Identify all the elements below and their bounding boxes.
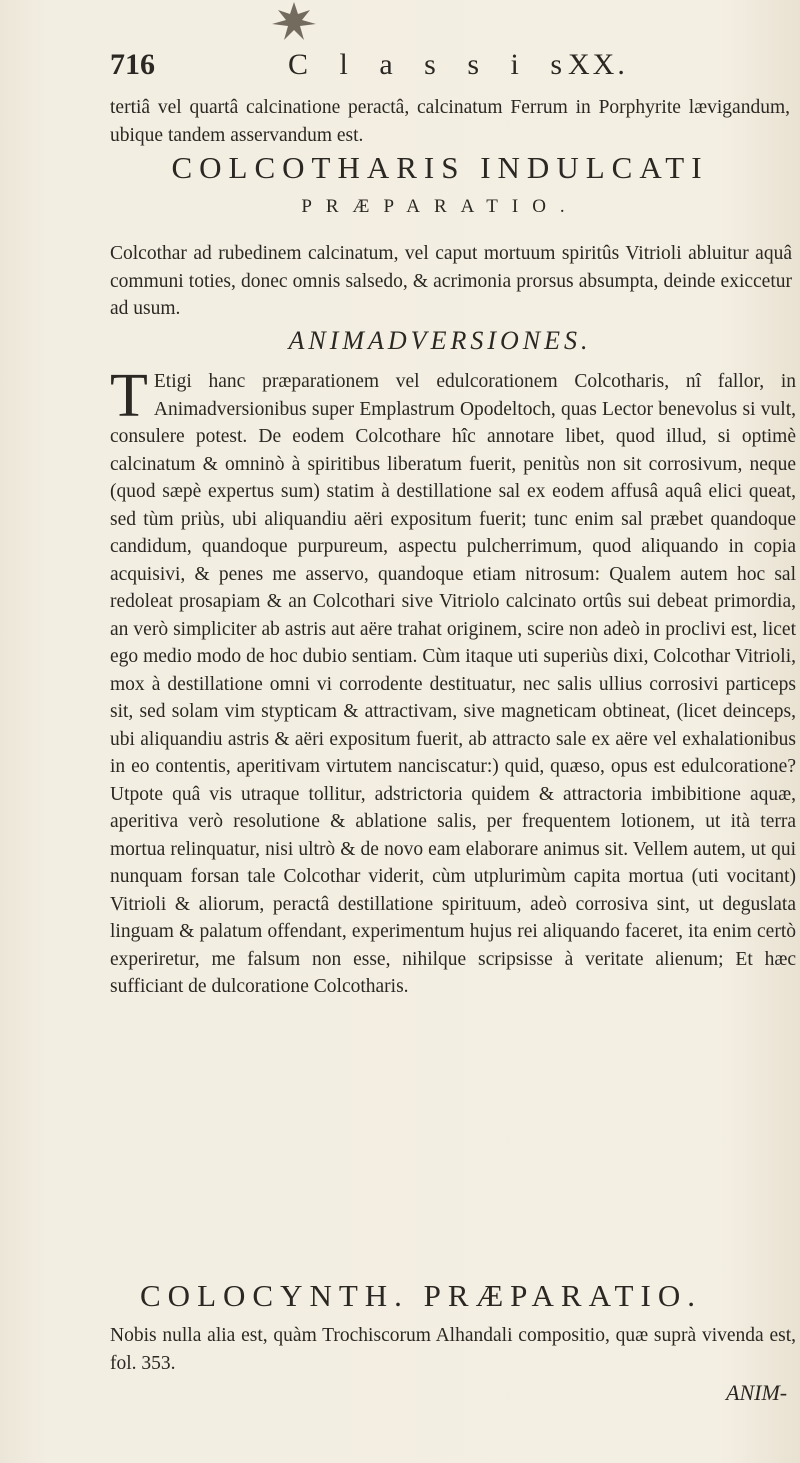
catchword: ANIM-: [726, 1380, 788, 1405]
intro-paragraph: tertiâ vel quartâ calcinatione peractâ, calcinatum Ferrum in Porphyrite lævigandum, ubique tandem asservandum est.: [110, 97, 790, 146]
section-title: COLCOTHARIS INDULCATI: [171, 150, 709, 185]
page-number: 716: [110, 48, 155, 81]
section-body: Colcothar ad rubedinem calcinatum, vel caput mortuum spiritûs Vitrioli abluitur aquâ communi toties, donec omnis salsedo, & acrimonia prorsus absumpta, deinde exiccetur ad usum.: [110, 243, 792, 319]
printer-ornament-icon: [262, 0, 326, 44]
running-header: [100, 48, 740, 88]
section-body-2: Nobis nulla alia est, quàm Trochiscorum Alhandali compositio, quæ suprà vivenda est, fol. 353.: [110, 1325, 796, 1374]
running-title: C l a s s i s: [288, 48, 575, 81]
animadversiones-heading: ANIMADVERSIONES.: [288, 326, 592, 355]
section-subtitle: PRÆPARATIO.: [301, 196, 579, 217]
class-number: XX.: [568, 48, 628, 81]
animadversiones-body: T Etigi hanc præparationem vel edulcorationem Colcotharis, nî fallor, in Animadversionibus super Emplastrum Opodeltoch, quas Lector benevolus si vult, consulere potest. De eodem Colcothare hîc annotare libet, quod illud, si optimè calcinatum & omninò à spiritibus liberatum fuerit, penitùs non sit corrosivum, neque (quod sæpè expertus sum) statim à destillatione sal ex eodem affusâ aquâ elici queat, sed tùm priùs, ubi aliquandiu aëri expositum fuerit; tunc enim sal præbet quandoque candidum, quandoque purpureum, aspectu pulcherrimum, quod aliquando in copia acquisivi, & penes me asservo, quandoque etiam nitrosum: Qualem autem hoc sal redoleat prosapiam & an Colcothari sive Vitriolo calcinato ortûs sui debeat primordia, an verò simpliciter ab astris aut aëre trahat originem, scire non adeò in proclivi est, licet ego medio modo de hoc dubio sentiam. Cùm itaque uti superiùs dixi, Colcothar Vitrioli, mox à destillatione omni vi corrodente destituatur, nec salis ullius corrosivi particeps sit, sed solam vim stypticam & attractivam, sive magneticam obtineat, (licet deinceps, ubi aliquandiu astris & aëri expositum fuerit, ab attracto sale ex aëre vel exhalationibus in eo contentis, aperitivam virtutem nanciscatur:) quid, quæso, opus est edulcoratione? Utpote quâ vis utraque tollitur, adstrictoria quidem & attractoria imbibitione aquæ, aperitiva verò resolutione & ablatione salis, per frequentem lotionem, ut ità terra mortua relinquatur, nisi ultrò & de novo eam elaborare animus sit. Vellem autem, ut qui nunquam forsan tale Colcothar viderit, cùm utplurimùm capita mortua (uti vocitant) Vitrioli & aliorum, peractâ destillatione spirituum, adeò corrosiva sint, ut deguslata linguam & palatum offendant, experimentum hujus rei aliquando faceret, ita enim certò experiretur, me falsum non esse, nihilque scripsisse à veritate alienum; Et hæc sufficiant de dulcoratione Colcotharis.: [110, 362, 796, 997]
drop-capital: T: [110, 362, 148, 430]
section-title-2: COLOCYNTH. PRÆPARATIO.: [140, 1278, 702, 1313]
